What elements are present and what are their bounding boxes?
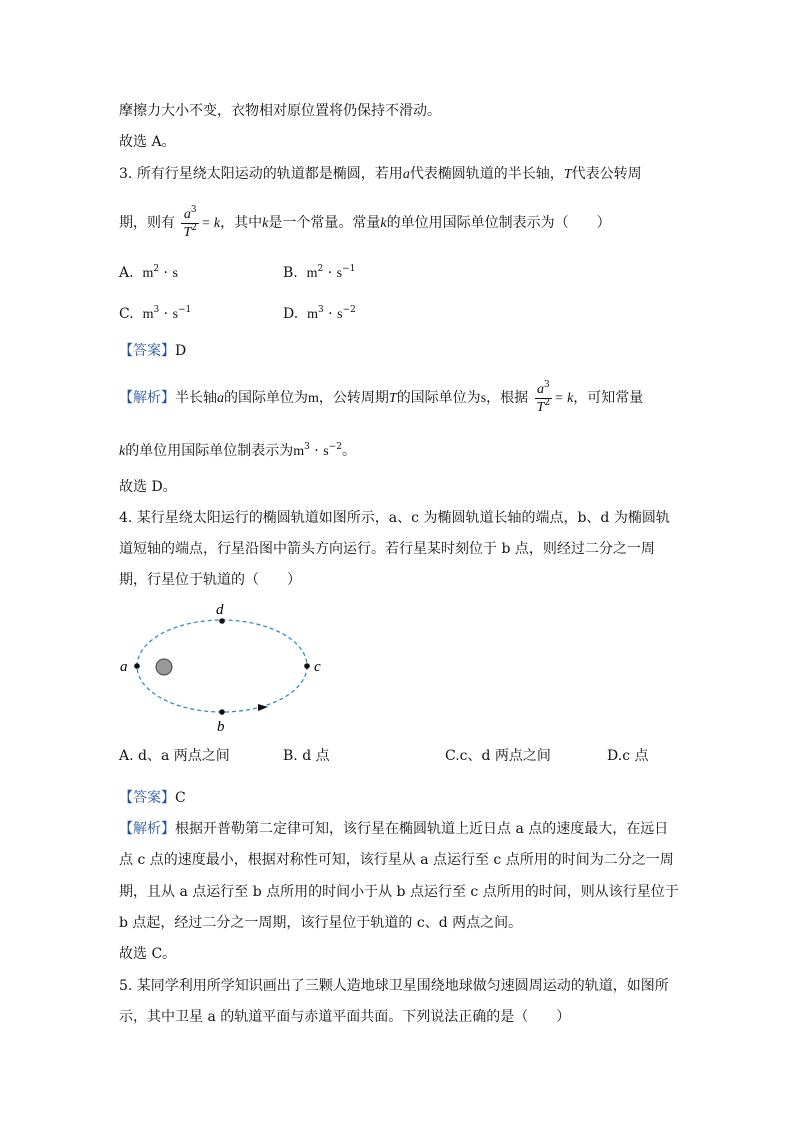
option-label: A. <box>119 265 134 281</box>
conclusion: 故选 D。 <box>119 479 177 495</box>
analysis-line-3: 期，且从 a 点运行至 b 点所用的时间小于从 b 点运行至 c 点所用的时间，则从该行星位于 <box>119 884 679 900</box>
exponent: −1 <box>342 264 356 274</box>
var-a: a <box>217 391 224 406</box>
unit: s <box>337 307 343 322</box>
point-c <box>304 663 310 669</box>
question-4-line-2: 道短轴的端点，行星沿图中箭头方向运行。若行星某时刻位于 b 点，则经过二分之一周 <box>119 541 655 557</box>
question-4-line-1: 4. 某行星绕太阳运行的椭圆轨道如图所示，a、c 为椭圆轨道长轴的端点，b、d 为椭圆轨 <box>119 510 670 526</box>
frac-num-exp: 3 <box>190 204 197 215</box>
point-d <box>219 618 225 624</box>
frac-num: a <box>183 206 191 222</box>
point-a <box>134 663 140 669</box>
equation-rhs: = k <box>200 216 221 231</box>
option-d[interactable] <box>283 304 356 325</box>
analysis-line-4: b 点起，经过二分之一周期，该行星位于轨道的 c、d 两点之间。 <box>119 915 523 931</box>
label-d: d <box>216 602 224 618</box>
option-c[interactable] <box>119 304 191 325</box>
analysis-line-1 <box>119 819 668 839</box>
option-label: D. <box>283 306 299 322</box>
question-5-line-2: 示，其中卫星 a 的轨道平面与赤道平面共面。下列说法正确的是（ ） <box>119 1009 571 1025</box>
option-text: d 点 <box>302 748 330 764</box>
text-line: 摩擦力大小不变，衣物相对原位置将仍保持不滑动。 <box>119 103 441 119</box>
analysis-line-2: 点 c 点的速度最小，根据对称性可知，该行星从 a 点运行至 c 点所用的时间为二分之一周 <box>119 852 674 868</box>
answer-value: C <box>175 790 186 806</box>
text: 代表公转周 <box>571 166 642 182</box>
exponent: 2 <box>317 264 324 274</box>
kepler-fraction <box>535 381 553 416</box>
answer-line <box>119 341 186 361</box>
option-label: C. <box>445 748 460 764</box>
orbit-diagram <box>112 598 342 738</box>
analysis-tag: 【解析】 <box>119 390 175 406</box>
point-b <box>219 709 225 715</box>
text: 代表椭圆轨道的半长轴， <box>409 166 564 182</box>
option-c[interactable] <box>445 746 551 766</box>
exponent: −2 <box>328 442 342 452</box>
conclusion: 故选 C。 <box>119 946 177 962</box>
label-c: c <box>314 659 321 675</box>
exponent: −1 <box>178 305 192 315</box>
exponent: 3 <box>317 305 324 315</box>
frac-den-exp: 2 <box>191 222 197 233</box>
text: 半长轴 <box>175 390 217 406</box>
analysis-tag: 【解析】 <box>119 821 175 837</box>
unit: s <box>172 307 179 322</box>
unit: m <box>293 444 305 459</box>
unit: s <box>336 266 343 281</box>
text: 期，则有 <box>119 215 175 231</box>
option-b[interactable] <box>283 263 355 284</box>
var-k: k <box>119 444 126 459</box>
answer-value: D <box>175 343 187 359</box>
answer-tag: 【答案】 <box>119 790 175 806</box>
kepler-fraction <box>181 206 199 241</box>
option-label: C. <box>119 306 134 322</box>
question-3-line-1 <box>119 164 642 185</box>
text: 。 <box>341 443 356 459</box>
answer-tag: 【答案】 <box>119 343 175 359</box>
option-a[interactable] <box>119 746 230 766</box>
sun-icon <box>156 659 172 675</box>
text: ，根据 <box>486 390 529 406</box>
option-label: B. <box>283 748 298 764</box>
question-4-line-3: 期，行星位于轨道的（ ） <box>119 572 301 588</box>
option-b[interactable] <box>283 746 330 766</box>
answer-line <box>119 788 186 808</box>
text: 所有行星绕太阳运动的轨道都是椭圆，若用 <box>136 166 403 182</box>
dot: · <box>314 443 319 459</box>
exponent: 3 <box>304 442 310 452</box>
analysis-line-1 <box>119 378 643 419</box>
text: ，其中 <box>220 215 263 231</box>
exponent: 2 <box>153 264 160 274</box>
var-k: k <box>262 216 269 231</box>
dot: · <box>163 265 168 281</box>
var-k: k <box>380 216 387 231</box>
option-text: d、a 两点之间 <box>138 748 230 764</box>
option-label: B. <box>283 265 298 281</box>
unit: s <box>323 444 329 459</box>
dot: · <box>327 265 333 281</box>
text: 的单位用国际单位制表示为 <box>125 443 294 459</box>
question-3-line-2 <box>119 205 611 242</box>
label-a: a <box>120 659 128 675</box>
var-a: a <box>402 167 410 182</box>
text: 的国际单位为 <box>396 390 481 406</box>
analysis-line-2 <box>119 441 356 462</box>
exponent: 3 <box>153 305 160 315</box>
unit: m <box>306 266 318 281</box>
var-T: T <box>563 167 572 182</box>
text: 根据开普勒第二定律可知，该行星在椭圆轨道上近日点 a 点的速度最大，在远日 <box>175 821 669 837</box>
unit: s <box>172 266 178 281</box>
option-a[interactable] <box>119 263 178 284</box>
dot: · <box>163 306 169 322</box>
option-text: c、d 两点之间 <box>459 748 551 764</box>
unit-m: m <box>308 391 319 406</box>
unit: m <box>142 307 154 322</box>
unit-s: s <box>480 391 487 406</box>
frac-num-exp: 3 <box>543 379 550 390</box>
exponent: −2 <box>342 305 356 315</box>
var-T: T <box>388 391 397 406</box>
option-d[interactable] <box>607 746 648 766</box>
equation-rhs: = k <box>554 391 574 406</box>
text: 的国际单位为 <box>224 390 308 406</box>
option-label: D. <box>607 748 623 764</box>
label-b: b <box>217 719 225 735</box>
unit: m <box>307 307 318 322</box>
text: 的单位用国际单位制表示为（ ） <box>386 215 611 231</box>
unit: m <box>142 266 154 281</box>
frac-den: T <box>536 399 545 415</box>
dot: · <box>328 306 333 322</box>
option-text: c 点 <box>622 748 649 764</box>
frac-den: T <box>183 224 192 240</box>
question-5-line-1: 5. 某同学利用所学知识画出了三颗人造地球卫星围绕地球做匀速圆周运动的轨道，如图所 <box>119 978 669 994</box>
text: ，公转周期 <box>318 390 389 406</box>
text: ，可知常量 <box>573 390 644 406</box>
frac-den-exp: 2 <box>544 397 551 408</box>
question-number: 3. <box>119 166 133 182</box>
text-line: 故选 A。 <box>119 134 176 150</box>
text: 是一个常量。常量 <box>268 215 381 231</box>
frac-num: a <box>536 381 544 397</box>
option-label: A. <box>119 748 134 764</box>
